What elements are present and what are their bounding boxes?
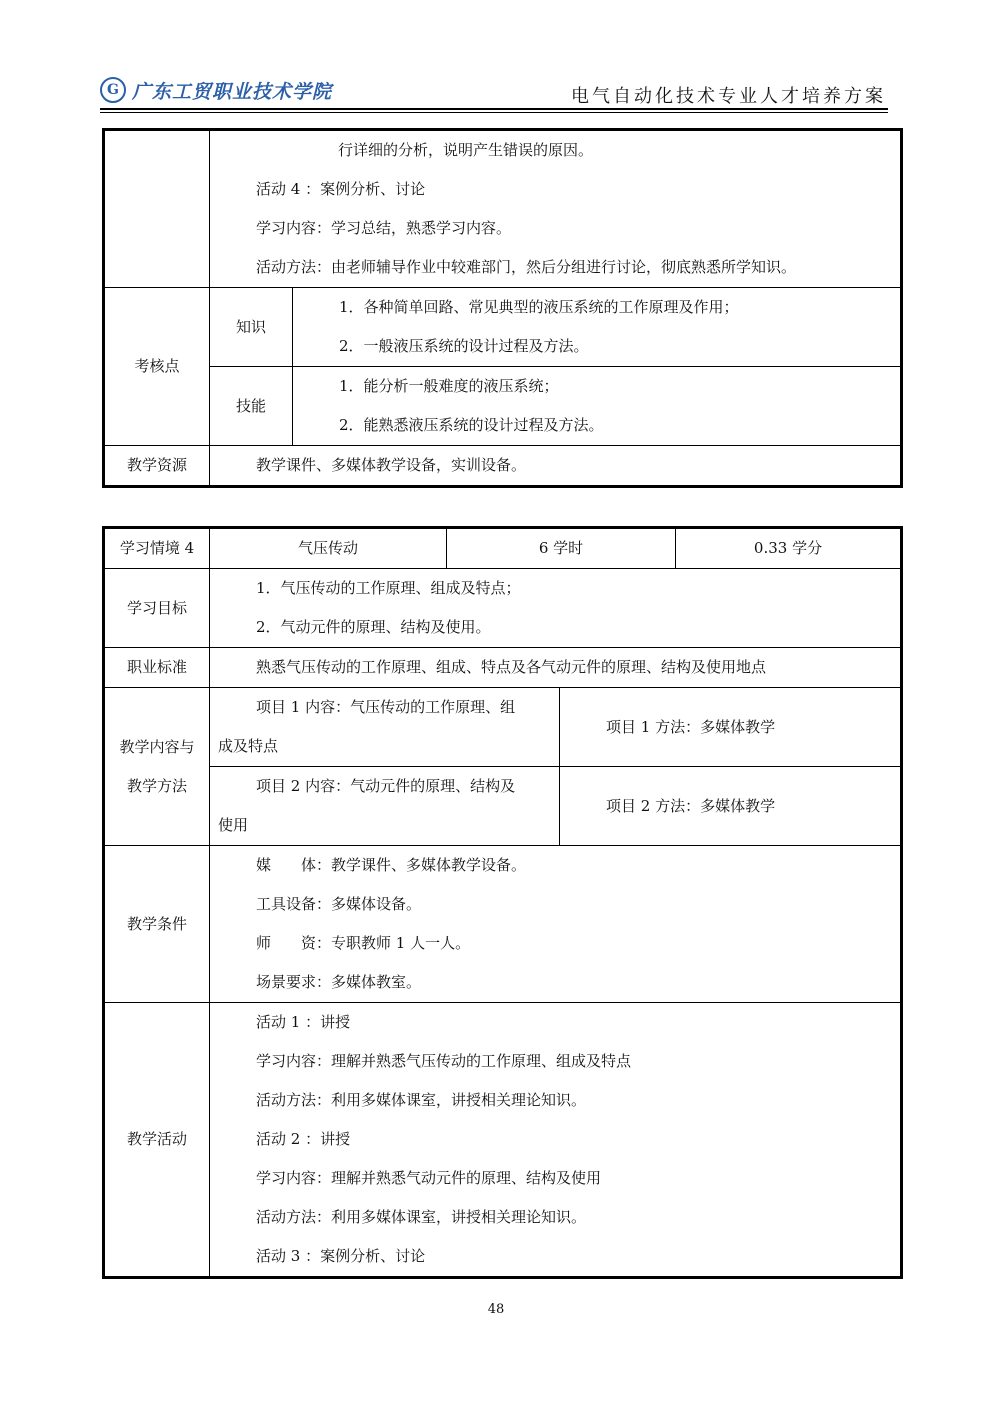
content-row-1 bbox=[104, 688, 902, 767]
hours-cell: 6 学时 bbox=[447, 528, 676, 569]
activities-label: 教学活动 bbox=[104, 1003, 210, 1278]
situation-name: 气压传动 bbox=[210, 528, 447, 569]
standard-text: 熟悉气压传动的工作原理、组成、特点及各气动元件的原理、结构及使用地点 bbox=[256, 658, 767, 676]
assessment-table bbox=[102, 128, 903, 488]
text-line: 1．各种简单回路、常见典型的液压系统的工作原理及作用； bbox=[339, 298, 739, 316]
skill-label: 技能 bbox=[210, 367, 293, 446]
resources-row bbox=[104, 446, 902, 487]
objectives-row bbox=[104, 569, 902, 648]
text-line: 项目 2 内容：气动元件的原理、结构及 bbox=[256, 777, 516, 795]
empty-label-cell bbox=[104, 130, 210, 288]
page-number: 48 bbox=[487, 1302, 505, 1317]
credits-cell: 0.33 学分 bbox=[676, 528, 902, 569]
text-line: 1．气压传动的工作原理、组成及特点； bbox=[256, 579, 521, 597]
objectives-label: 学习目标 bbox=[104, 569, 210, 648]
text-line: 学习内容：学习总结，熟悉学习内容。 bbox=[256, 219, 512, 237]
text-line: 学习内容：理解并熟悉气压传动的工作原理、组成及特点 bbox=[256, 1052, 632, 1070]
text-line: 学习内容：理解并熟悉气动元件的原理、结构及使用 bbox=[256, 1169, 602, 1187]
standard-row bbox=[104, 648, 902, 688]
header-rule bbox=[100, 108, 888, 110]
skill-row bbox=[104, 367, 902, 446]
header-rule-thin bbox=[100, 112, 888, 113]
exam-points-label: 考核点 bbox=[104, 288, 210, 446]
text-line: 场景要求：多媒体教室。 bbox=[256, 973, 422, 991]
text-line: 师 资：专职教师 1 人一人。 bbox=[256, 934, 471, 952]
conditions-row bbox=[104, 846, 902, 1003]
conditions-label: 教学条件 bbox=[104, 846, 210, 1003]
logo-text: 广东工贸职业技术学院 bbox=[132, 80, 333, 103]
item1-method: 项目 1 方法：多媒体教学 bbox=[560, 688, 902, 767]
situation-header-row bbox=[104, 528, 902, 569]
text-line: 行详细的分析，说明产生错误的原因。 bbox=[338, 141, 594, 159]
activity-continuation-row bbox=[104, 130, 902, 288]
content-method-label: 教学内容与 教学方法 bbox=[104, 688, 210, 846]
activities-row bbox=[104, 1003, 902, 1278]
situation-table bbox=[102, 526, 903, 1279]
text-line: 1．能分析一般难度的液压系统； bbox=[339, 377, 559, 395]
text-line: 活动 3 ：案例分析、讨论 bbox=[256, 1247, 426, 1265]
resources-label: 教学资源 bbox=[104, 446, 210, 487]
text-line: 活动 1 ：讲授 bbox=[256, 1013, 351, 1031]
text-line: 2．一般液压系统的设计过程及方法。 bbox=[339, 337, 589, 355]
text-line: 活动方法：利用多媒体课室，讲授相关理论知识。 bbox=[256, 1091, 587, 1109]
text-line: 使用 bbox=[218, 816, 249, 834]
text-line: 活动 2 ：讲授 bbox=[256, 1130, 351, 1148]
logo-icon: G bbox=[100, 77, 126, 103]
item2-method: 项目 2 方法：多媒体教学 bbox=[560, 767, 902, 846]
page-header bbox=[100, 70, 888, 110]
resources-text: 教学课件、多媒体教学设备，实训设备。 bbox=[256, 456, 527, 474]
text-line: 工具设备：多媒体设备。 bbox=[256, 895, 422, 913]
knowledge-row bbox=[104, 288, 902, 367]
text-line: 活动 4 ：案例分析、讨论 bbox=[256, 180, 426, 198]
text-line: 项目 1 内容：气压传动的工作原理、组 bbox=[256, 698, 516, 716]
situation-label: 学习情境 4 bbox=[104, 528, 210, 569]
text-line: 活动方法：由老师辅导作业中较难部门，然后分组进行讨论，彻底熟悉所学知识。 bbox=[256, 258, 797, 276]
school-logo bbox=[100, 74, 332, 106]
text-line: 2．能熟悉液压系统的设计过程及方法。 bbox=[339, 416, 604, 434]
text-line: 媒 体：教学课件、多媒体教学设备。 bbox=[256, 856, 527, 874]
knowledge-label: 知识 bbox=[210, 288, 293, 367]
text-line: 成及特点 bbox=[218, 737, 279, 755]
document-title: 电气自动化技术专业人才培养方案 bbox=[571, 86, 886, 107]
content-row-2 bbox=[104, 767, 902, 846]
text-line: 活动方法：利用多媒体课室，讲授相关理论知识。 bbox=[256, 1208, 587, 1226]
standard-label: 职业标准 bbox=[104, 648, 210, 688]
text-line: 2．气动元件的原理、结构及使用。 bbox=[256, 618, 491, 636]
